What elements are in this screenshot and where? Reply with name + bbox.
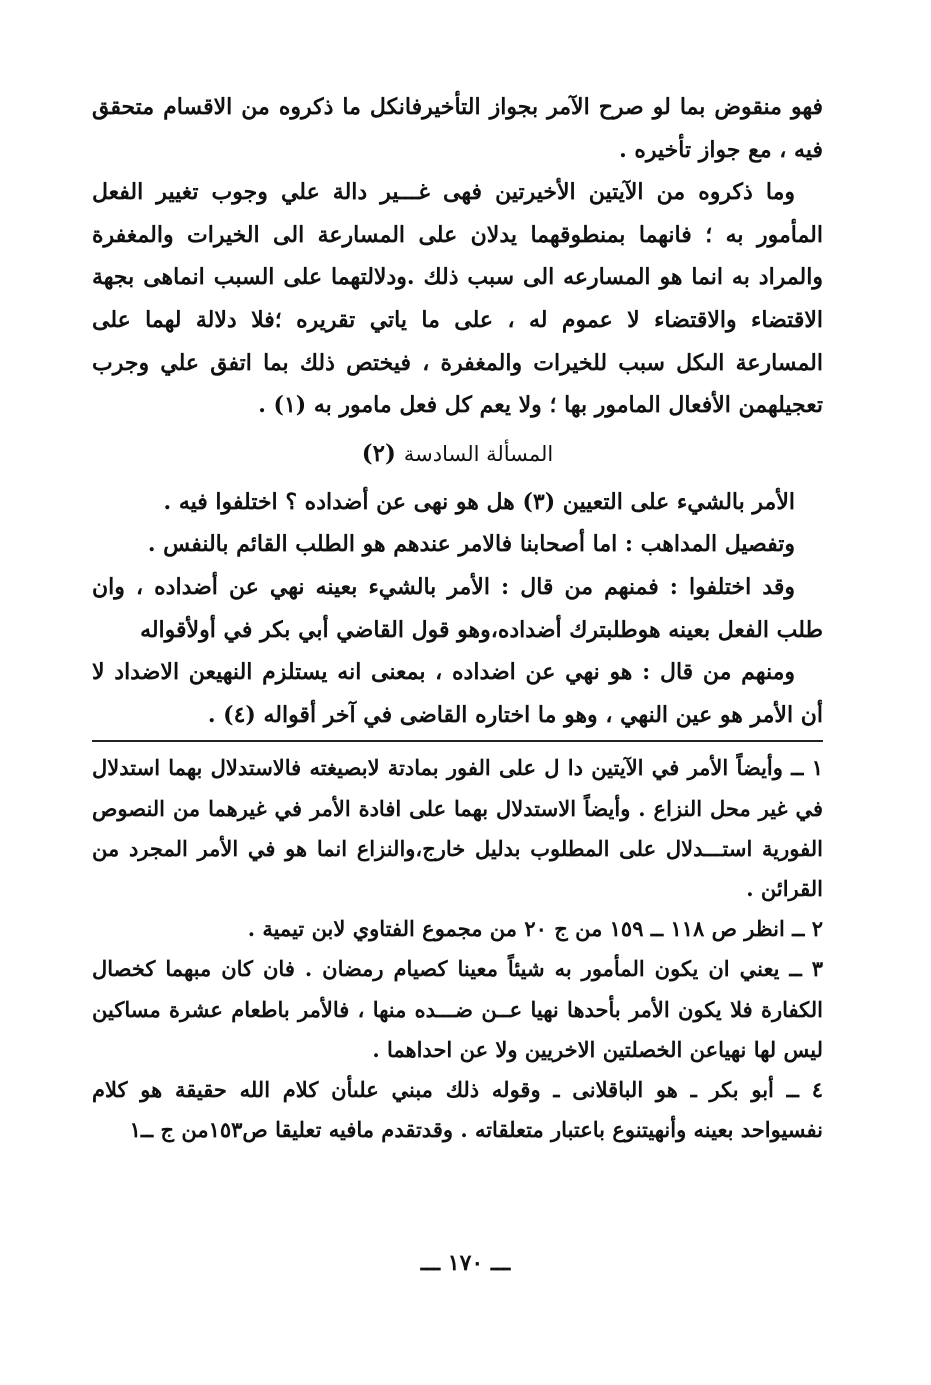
paragraph: وقد اختلفوا : فمنهم من قال : الأمر بالشيء بعينه نهي عن أضداده ، وان طلب الفعل بعينه هوطلبترك أضداده،وهو قول القاضي أبي بكر في أولأقواله: [92, 573, 823, 643]
main-text: [92, 86, 823, 427]
footnote-divider: [92, 740, 823, 742]
paragraph: وما ذكروه من الآيتين الأخيرتين فهى غـــير دالة علي وجوب تغيير الفعل المأمور به ؛ فانهما بمنطوقهما يدلان على المسارعة الى الخيرات والمغفرة والمراد به انما هو المسارعه الى سبب ذلك .ودلالتهما على السبب انماهى بجهة الاقتضاء والاقتضاء لا عموم له ، على ما ياتي تقريره ؛فلا دلالة لهما على المسارعة الىكل سبب للخيرات والمغفرة ، فيختص ذلك بما اتفق علي وجرب تعجيلهمن الأفعال المامور بها ؛ ولا يعم كل فعل مامور به (١) .: [92, 179, 823, 419]
paragraph: وتفصيل المداهب : اما أصحابنا فالامر عندهم هو الطلب القائم بالنفس .: [147, 531, 795, 558]
paragraph: الأمر بالشيء على التعيين (٣) هل هو نهى عن أضداده ؟ اختلفوا فيه .: [163, 488, 795, 515]
footnote: ١ ــ وأيضاً الأمر في الآيتين دا ل على الفور بمادتة لابصيغته فالاستدلال بهما استدلال في غير محل النزاع . وأيضاً الاستدلال بهما على افادة الأمر في غيرهما من النصوص الفورية استـــدلال على المطلوب بدليل خارج،والنزاع انما هو في الأمر المجرد من القرائن .: [92, 755, 823, 901]
section-title: المسألة السادسة: [403, 441, 554, 466]
paragraph: فهو منقوض بما لو صرح الآمر بجواز التأخيرفانكل ما ذكروه من الاقسام متحقق فيه ، مع جواز تأخيره .: [92, 94, 823, 163]
section-text: [92, 481, 823, 737]
paragraph: ومنهم من قال : هو نهي عن اضداده ، بمعنى انه يستلزم النهيعن الاضداد لا أن الأمر هو عين النهي ، وهو ما اختاره القاضى في آخر أقواله (٤) .: [92, 659, 823, 728]
footnote: ٢ ــ انظر ص ١١٨ ــ ١٥٩ من ج ٢٠ من مجموع الفتاوي لابن تيمية .: [247, 916, 823, 942]
footnote: ٤ ــ أبو بكر ـ هو الباقلانى ـ وقوله ذلك مبني علىأن كلام الله حقيقة هو كلام نفسيواحد بعينه وأنهيتنوع باعتبار متعلقاته . وقدتقدم مافيه تعليقا ص١٥٣من ج ــ١: [92, 1076, 823, 1143]
section-heading: [92, 427, 823, 481]
footnote: ٣ ــ يعني ان يكون المأمور به شيئاً معينا كصيام رمضان . فان كان مبهما كخصال الكفارة فلا يكون الأمر بأحدها نهيا عــن ضـــده منها ، فالأمر باطعام عشرة مساكين ليس لها نهياعن الخصلتين الاخريين ولا عن احداهما .: [92, 956, 823, 1062]
section-footnote-ref: (٢): [361, 439, 396, 467]
footnotes: [92, 748, 823, 1150]
page-number: ـــ ١٧٠ ـــ: [420, 1250, 511, 1276]
